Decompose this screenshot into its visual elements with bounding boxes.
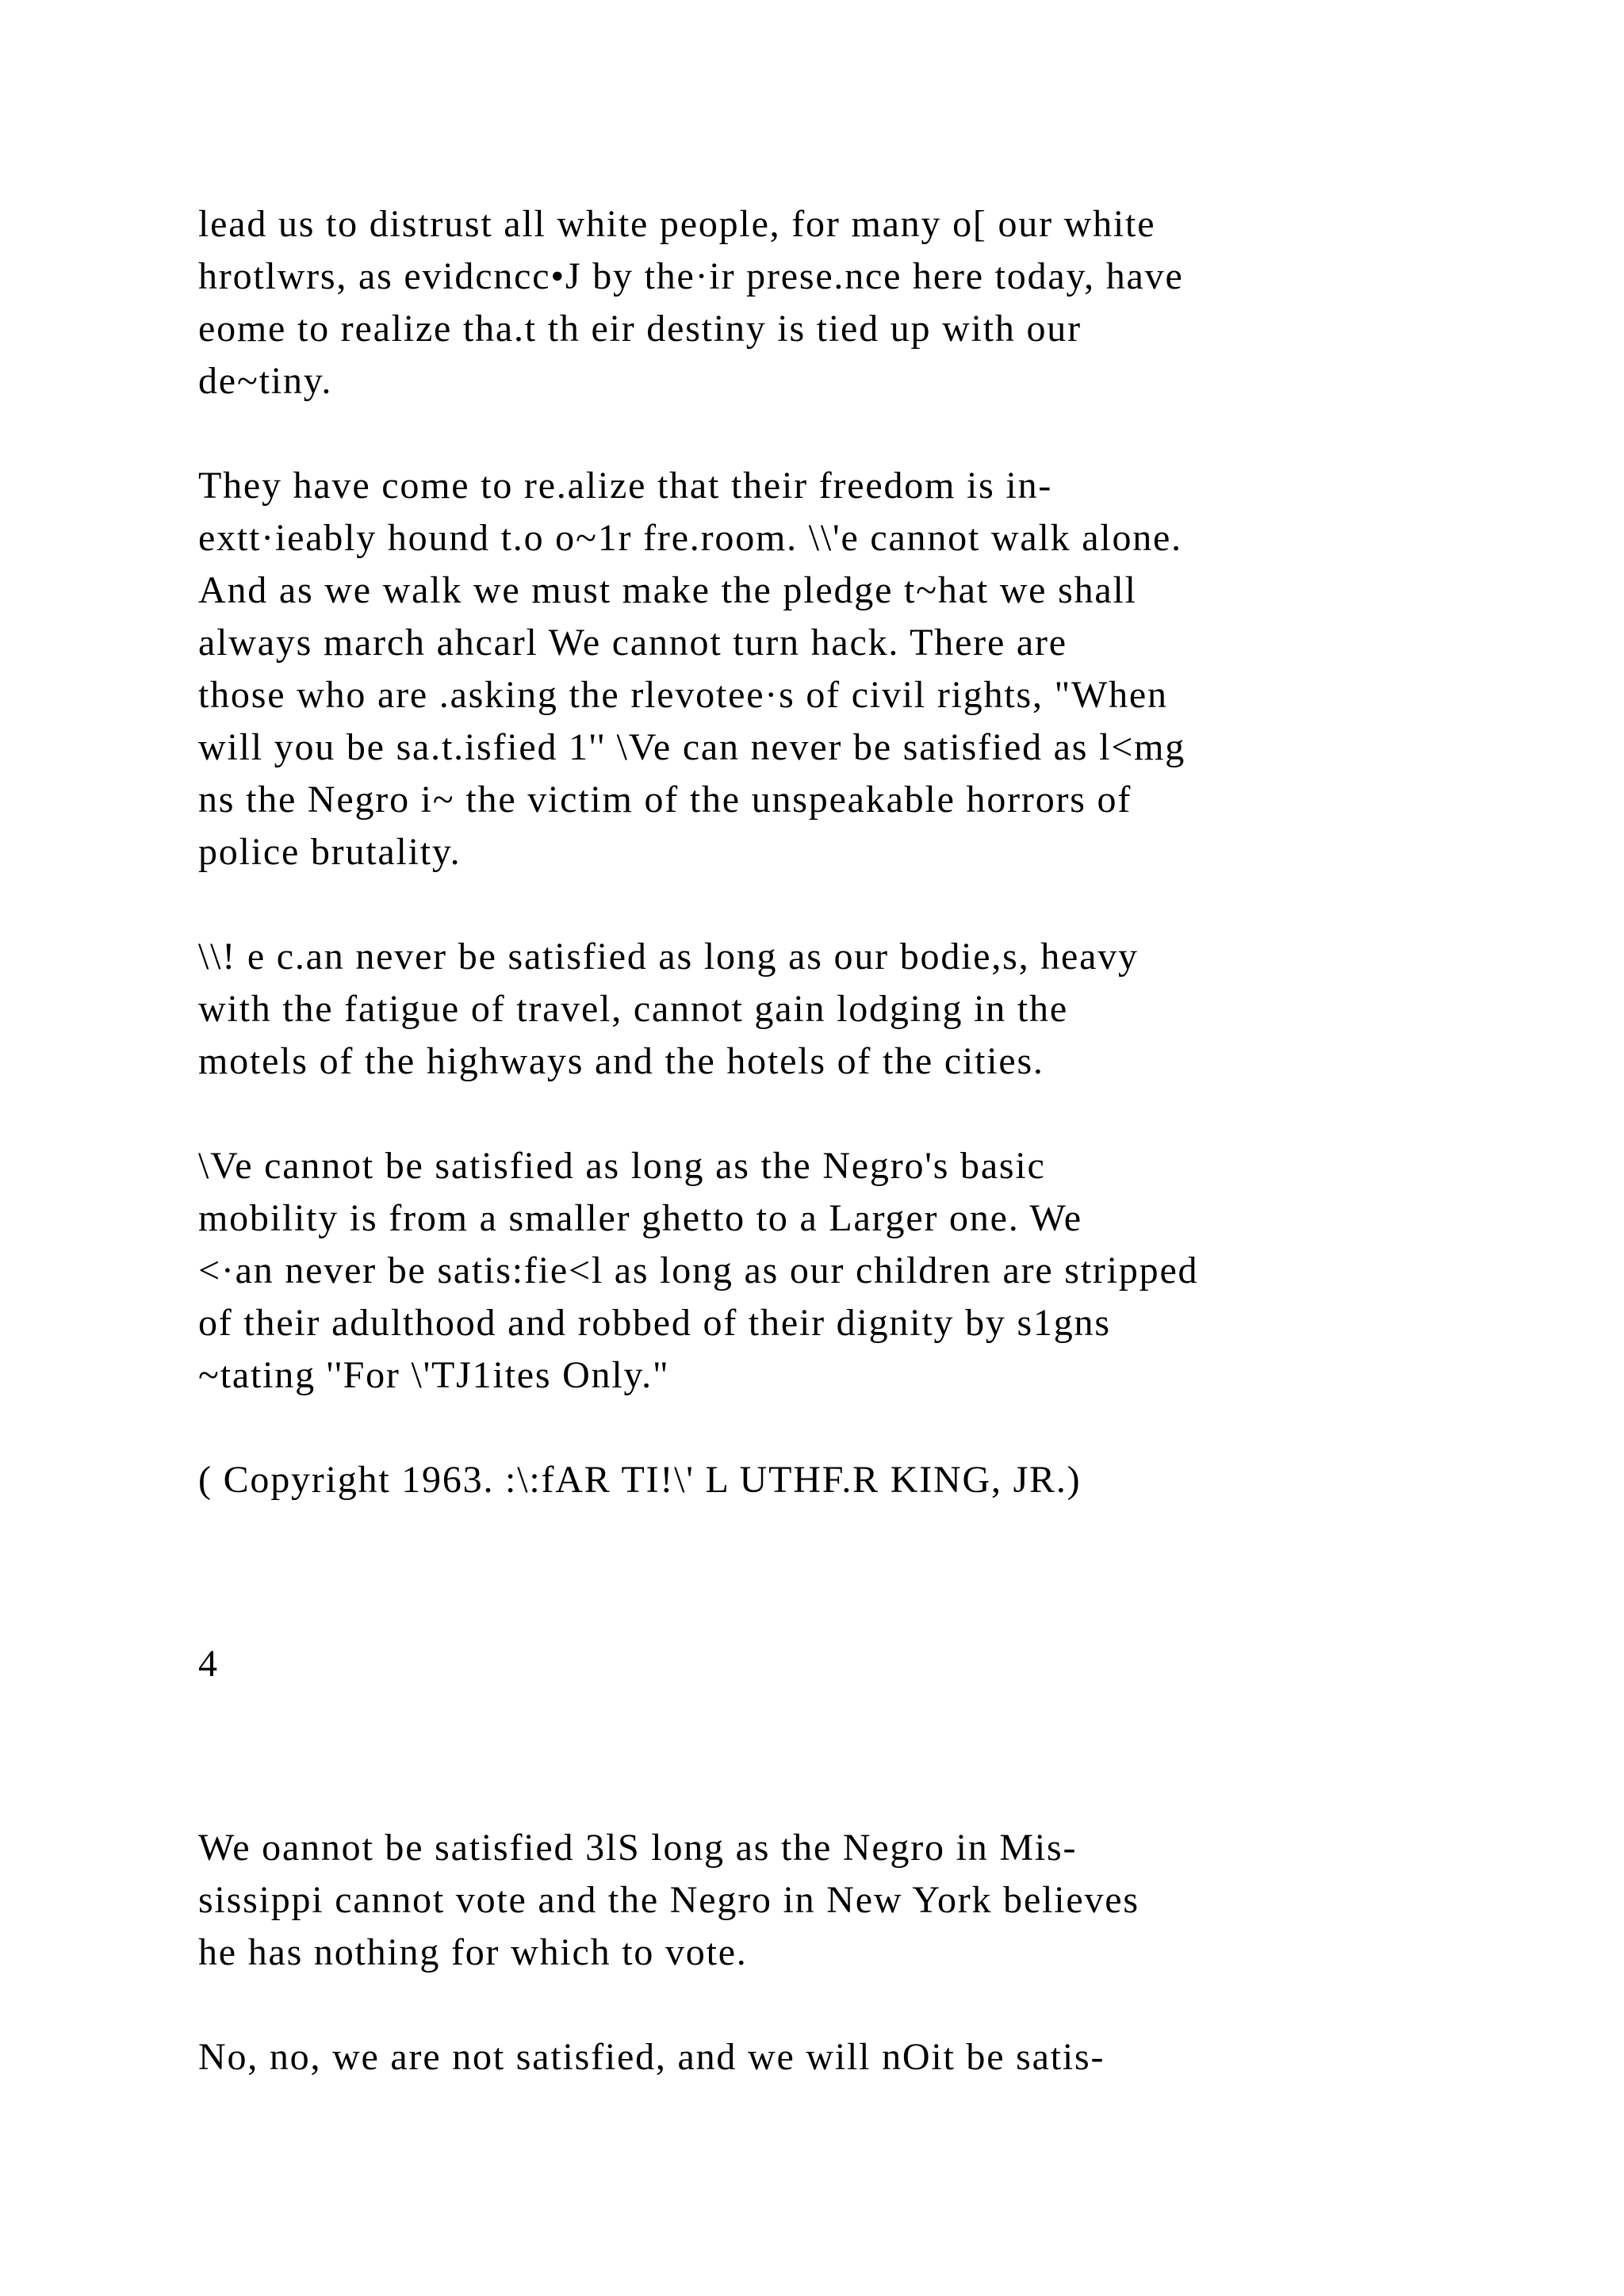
- text-line: motels of the highways and the hotels of the cities.: [198, 1040, 1044, 1082]
- text-line: sissippi cannot vote and the Negro in New York believes: [198, 1879, 1139, 1921]
- text-line: de~tiny.: [198, 360, 333, 402]
- text-line: always march ahcarl We cannot turn hack. There are: [198, 622, 1067, 664]
- text-line: No, no, we are not satisfied, and we will nOit be satis-: [198, 2036, 1105, 2078]
- text-line: of their adulthood and robbed of their dignity by s1gns: [198, 1302, 1111, 1344]
- text-line: ( Copyright 1963. :\:fAR TI!\' L UTHF.R KING, JR.): [198, 1459, 1082, 1501]
- text-line: lead us to distrust all white people, for many o[ our white: [198, 203, 1156, 245]
- text-line: will you be sa.t.isfied 1'' \Ve can never be satisfied as l<mg: [198, 726, 1186, 768]
- text-line: eome to realize tha.t th eir destiny is tied up with our: [198, 308, 1082, 350]
- paragraph-5: [198, 1822, 1586, 1979]
- text-line: They have come to re.alize that their freedom is in-: [198, 465, 1053, 507]
- paragraph-1: [198, 198, 1586, 408]
- text-line: And as we walk we must make the pledge t~hat we shall: [198, 569, 1137, 611]
- text-line: extt·ieably hound t.o o~1r fre.room. \\'e cannot walk alone.: [198, 517, 1182, 559]
- text-line: police brutality.: [198, 831, 462, 873]
- text-line: with the fatigue of travel, cannot gain lodging in the: [198, 988, 1068, 1030]
- text-line: We oannot be satisfied 3lS long as the Negro in Mis-: [198, 1827, 1078, 1869]
- text-line: he has nothing for which to vote.: [198, 1931, 748, 1973]
- text-line: ns the Negro i~ the victim of the unspeakable horrors of: [198, 779, 1132, 821]
- document-page: [198, 198, 1586, 2084]
- paragraph-4: [198, 1140, 1586, 1402]
- text-line: mobility is from a smaller ghetto to a Larger one. We: [198, 1197, 1082, 1239]
- copyright-line: [198, 1454, 1586, 1506]
- text-line: \Ve cannot be satisfied as long as the Negro's basic: [198, 1145, 1046, 1187]
- text-line: those who are .asking the rlevotee·s of civil rights, "When: [198, 674, 1168, 716]
- paragraph-6: [198, 2031, 1586, 2084]
- paragraph-2: [198, 460, 1586, 878]
- paragraph-3: [198, 931, 1586, 1088]
- text-line: <·an never be satis:fie<l as long as our children are stripped: [198, 1249, 1199, 1292]
- page-number: 4: [198, 1643, 219, 1685]
- text-line: hrotlwrs, as evidcncc•J by the·ir prese.nce here today, have: [198, 255, 1184, 297]
- text-line: \\! e c.an never be satisfied as long as our bodie,s, heavy: [198, 936, 1139, 978]
- text-line: ~tating ''For \'TJ1ites Only.": [198, 1354, 670, 1396]
